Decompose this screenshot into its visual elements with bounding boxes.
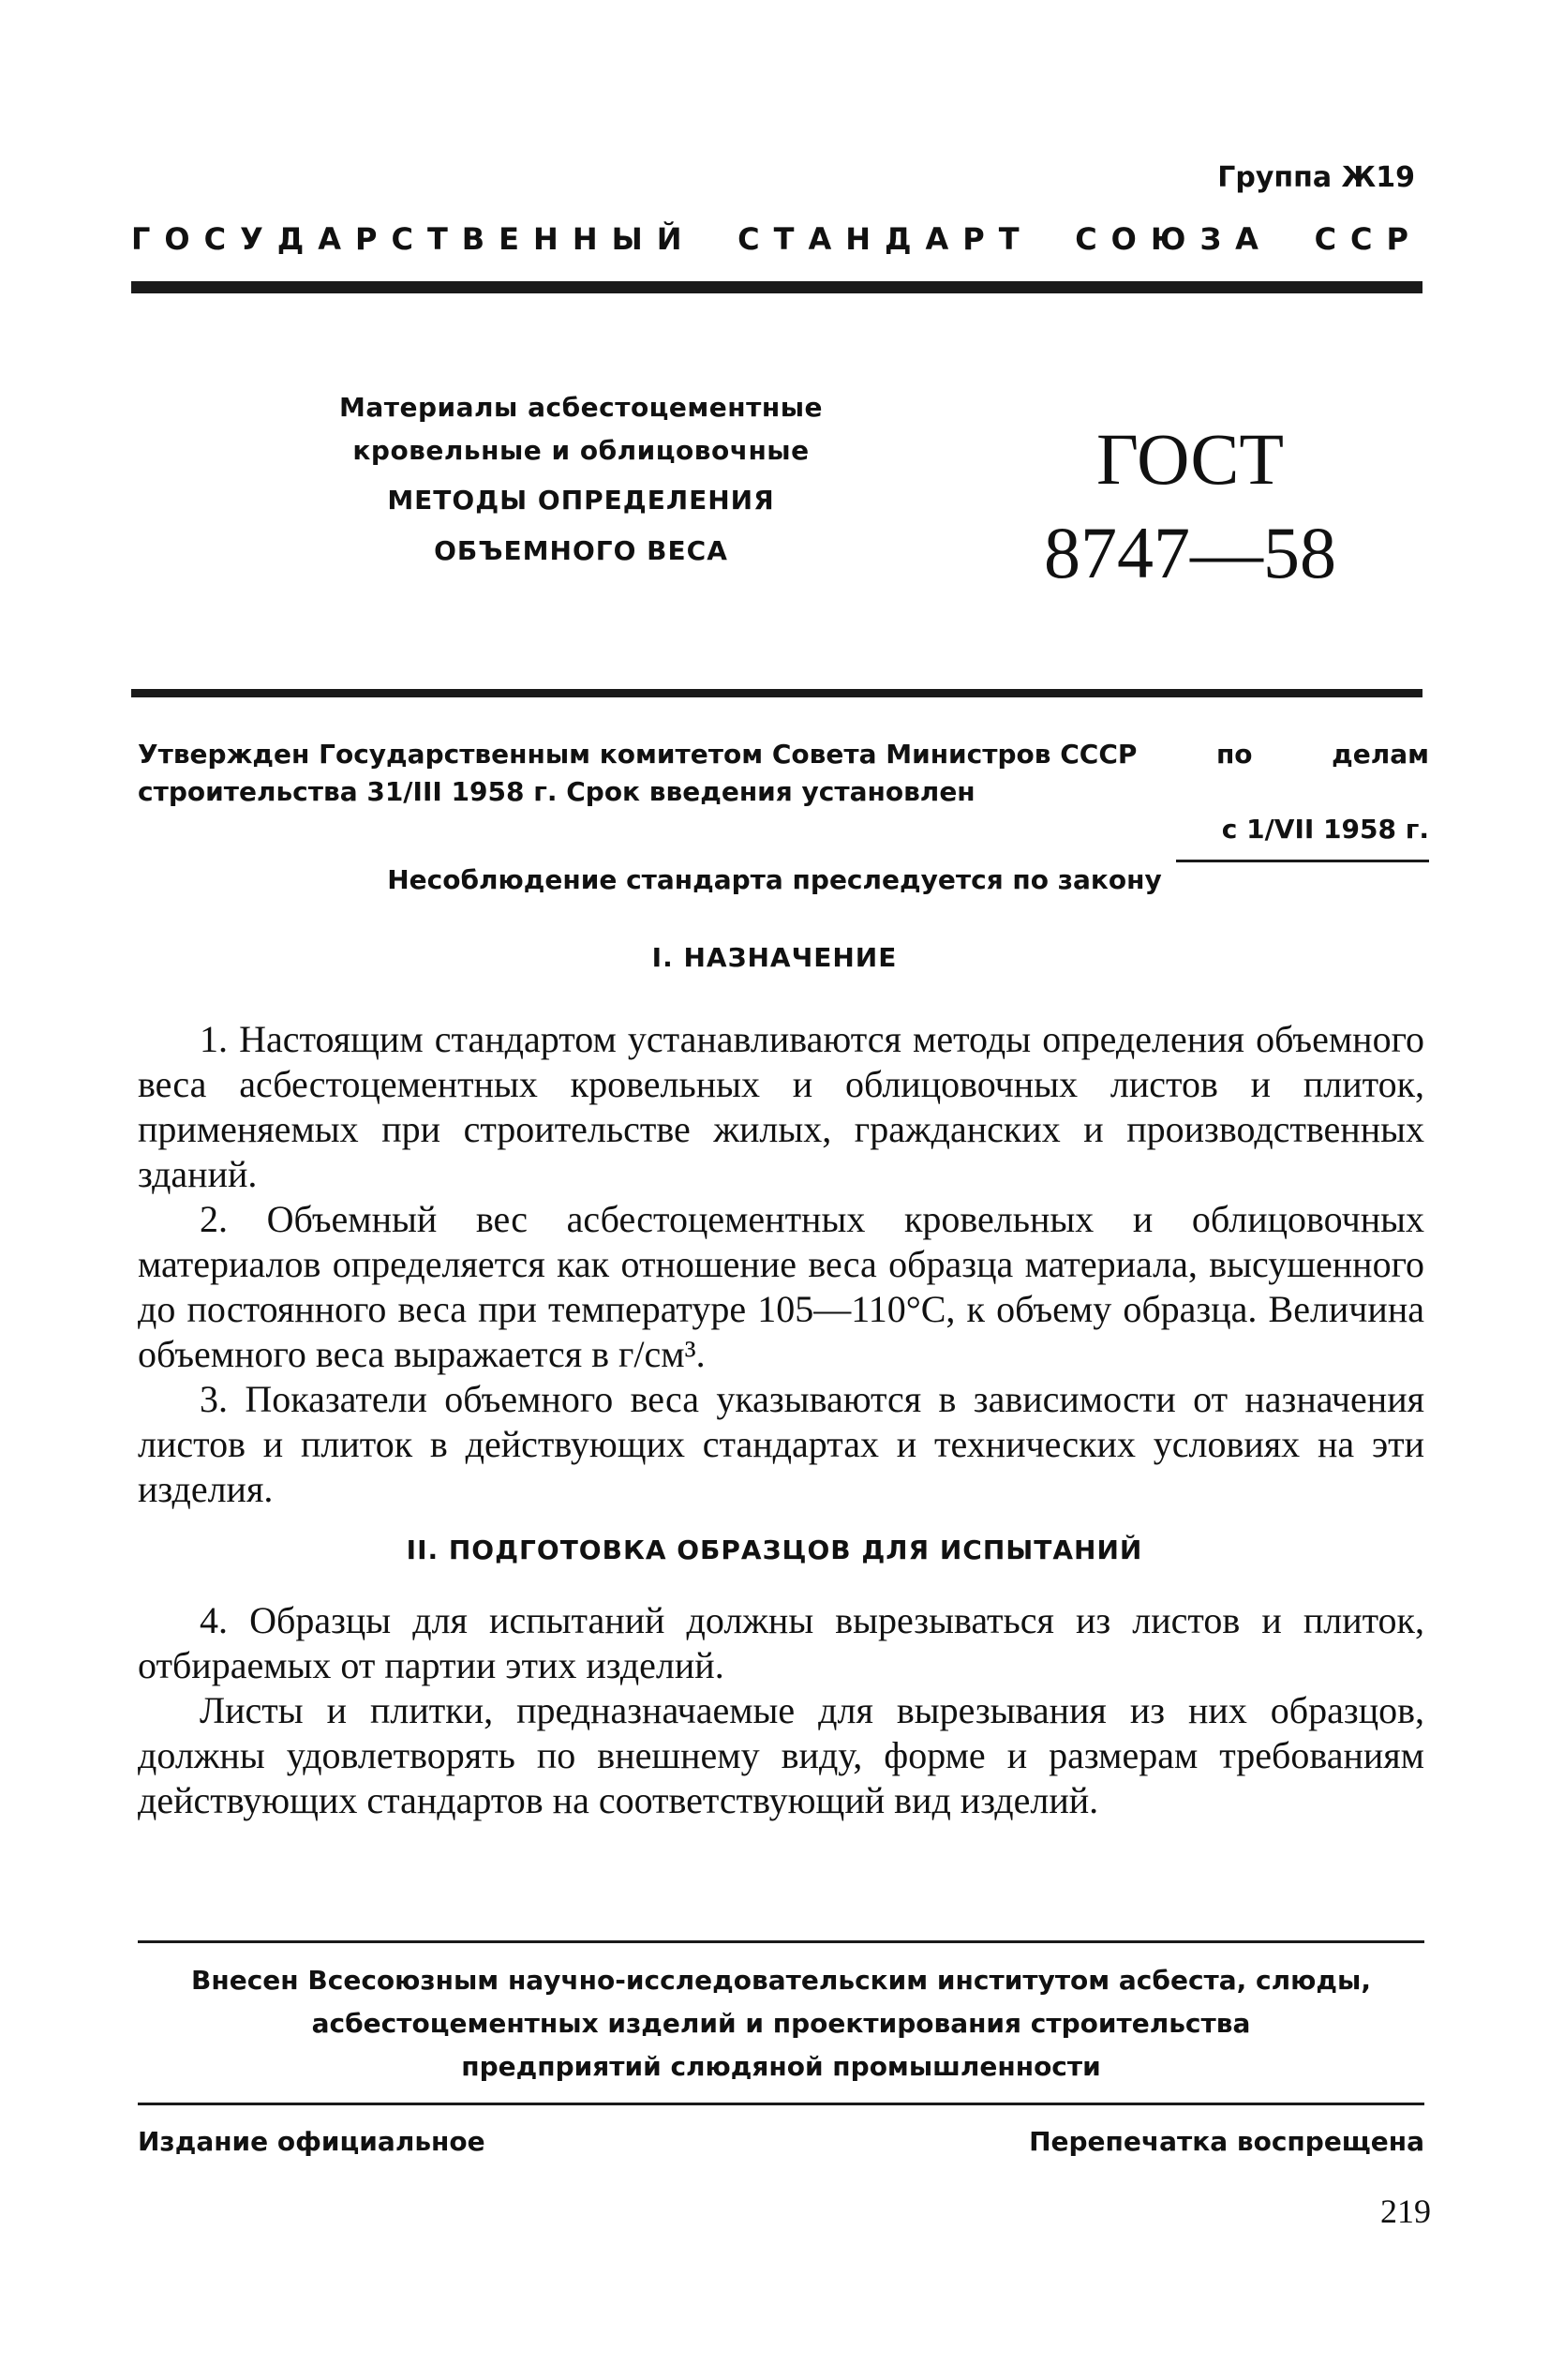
paragraph: 1. Настоящим стандартом устанавливаются методы определения объемного веса асбестоцементных кровельных и облицовочных листов и плиток, применяемых при строительстве жилых, гражданских и производственных зданий. [138, 1018, 1424, 1195]
legal-notice: Несоблюдение стандарта преследуется по закону [387, 864, 1162, 895]
reprint-notice: Перепечатка воспрещена [1029, 2126, 1424, 2157]
title-line: МЕТОДЫ ОПРЕДЕЛЕНИЯ [387, 485, 775, 516]
paragraph: 2. Объемный вес асбестоцементных кровельных и облицовочных материалов определяется как отношение веса образца материала, высушенного до постоянного веса при температуре 105—110°С, к объему образца. Величина объемного веса выражается в г/см³. [138, 1198, 1424, 1375]
section-heading: I. НАЗНАЧЕНИЕ [651, 942, 898, 973]
introduced-line: асбестоцементных изделий и проектирования строительства [311, 2008, 1251, 2039]
group-code: Группа Ж19 [1217, 161, 1415, 194]
date-underline [1176, 860, 1429, 862]
footer-divider [138, 1940, 1424, 1943]
gost-designation [1031, 412, 1349, 600]
official-edition: Издание официальное [138, 2126, 485, 2157]
title-line: кровельные и облицовочные [352, 435, 810, 466]
introduced-line: Внесен Всесоюзным научно-исследовательским институтом асбеста, слюды, [191, 1965, 1371, 1996]
banner-word: СТАНДАРТ [737, 221, 1034, 257]
introduced-line: предприятий слюдяной промышленности [461, 2051, 1101, 2082]
gost-label: ГОСТ [1095, 418, 1285, 500]
document-title [300, 386, 862, 574]
paragraph: Листы и плитки, предназначаемые для вырезывания из них образцов, должны удовлетворять по внешнему виду, форме и размерам требованиям действующих стандартов на соответствующий вид изделий. [138, 1689, 1424, 1821]
approval-text: Утвержден Государственным комитетом Совета Министров СССР [138, 739, 1138, 770]
middle-divider [131, 689, 1422, 697]
introduced-by [138, 1959, 1424, 2088]
section-body [138, 1017, 1424, 1512]
paragraph: 3. Показатели объемного веса указываются в зависимости от назначения листов и плиток в действующих стандартах и технических условиях на эти изделия. [138, 1378, 1424, 1510]
paragraph: 4. Образцы для испытаний должны вырезываться из листов и плиток, отбираемых от партии этих изделий. [138, 1599, 1424, 1686]
state-standard-banner [131, 221, 1422, 257]
title-line: Материалы асбестоцементные [338, 392, 824, 423]
footer-divider [138, 2103, 1424, 2105]
page-number: 219 [1380, 2193, 1431, 2230]
section-body [138, 1598, 1424, 1823]
section-heading: II. ПОДГОТОВКА ОБРАЗЦОВ ДЛЯ ИСПЫТАНИЙ [406, 1534, 1143, 1565]
effective-date: с 1/VII 1958 г. [1221, 814, 1429, 845]
top-divider [131, 281, 1422, 293]
approval-text: строительства 31/III 1958 г. Срок введения установлен [138, 776, 976, 807]
banner-word: ССР [1314, 221, 1422, 257]
title-line: ОБЪЕМНОГО ВЕСА [434, 535, 728, 566]
approval-block [138, 736, 1429, 845]
banner-word: ГОСУДАРСТВЕННЫЙ [131, 221, 696, 257]
gost-number: 8747—58 [1044, 512, 1336, 593]
approval-text: по [1215, 739, 1253, 770]
banner-word: СОЮЗА [1075, 221, 1273, 257]
footer-row [138, 2126, 1424, 2157]
approval-text: делам [1332, 739, 1429, 770]
